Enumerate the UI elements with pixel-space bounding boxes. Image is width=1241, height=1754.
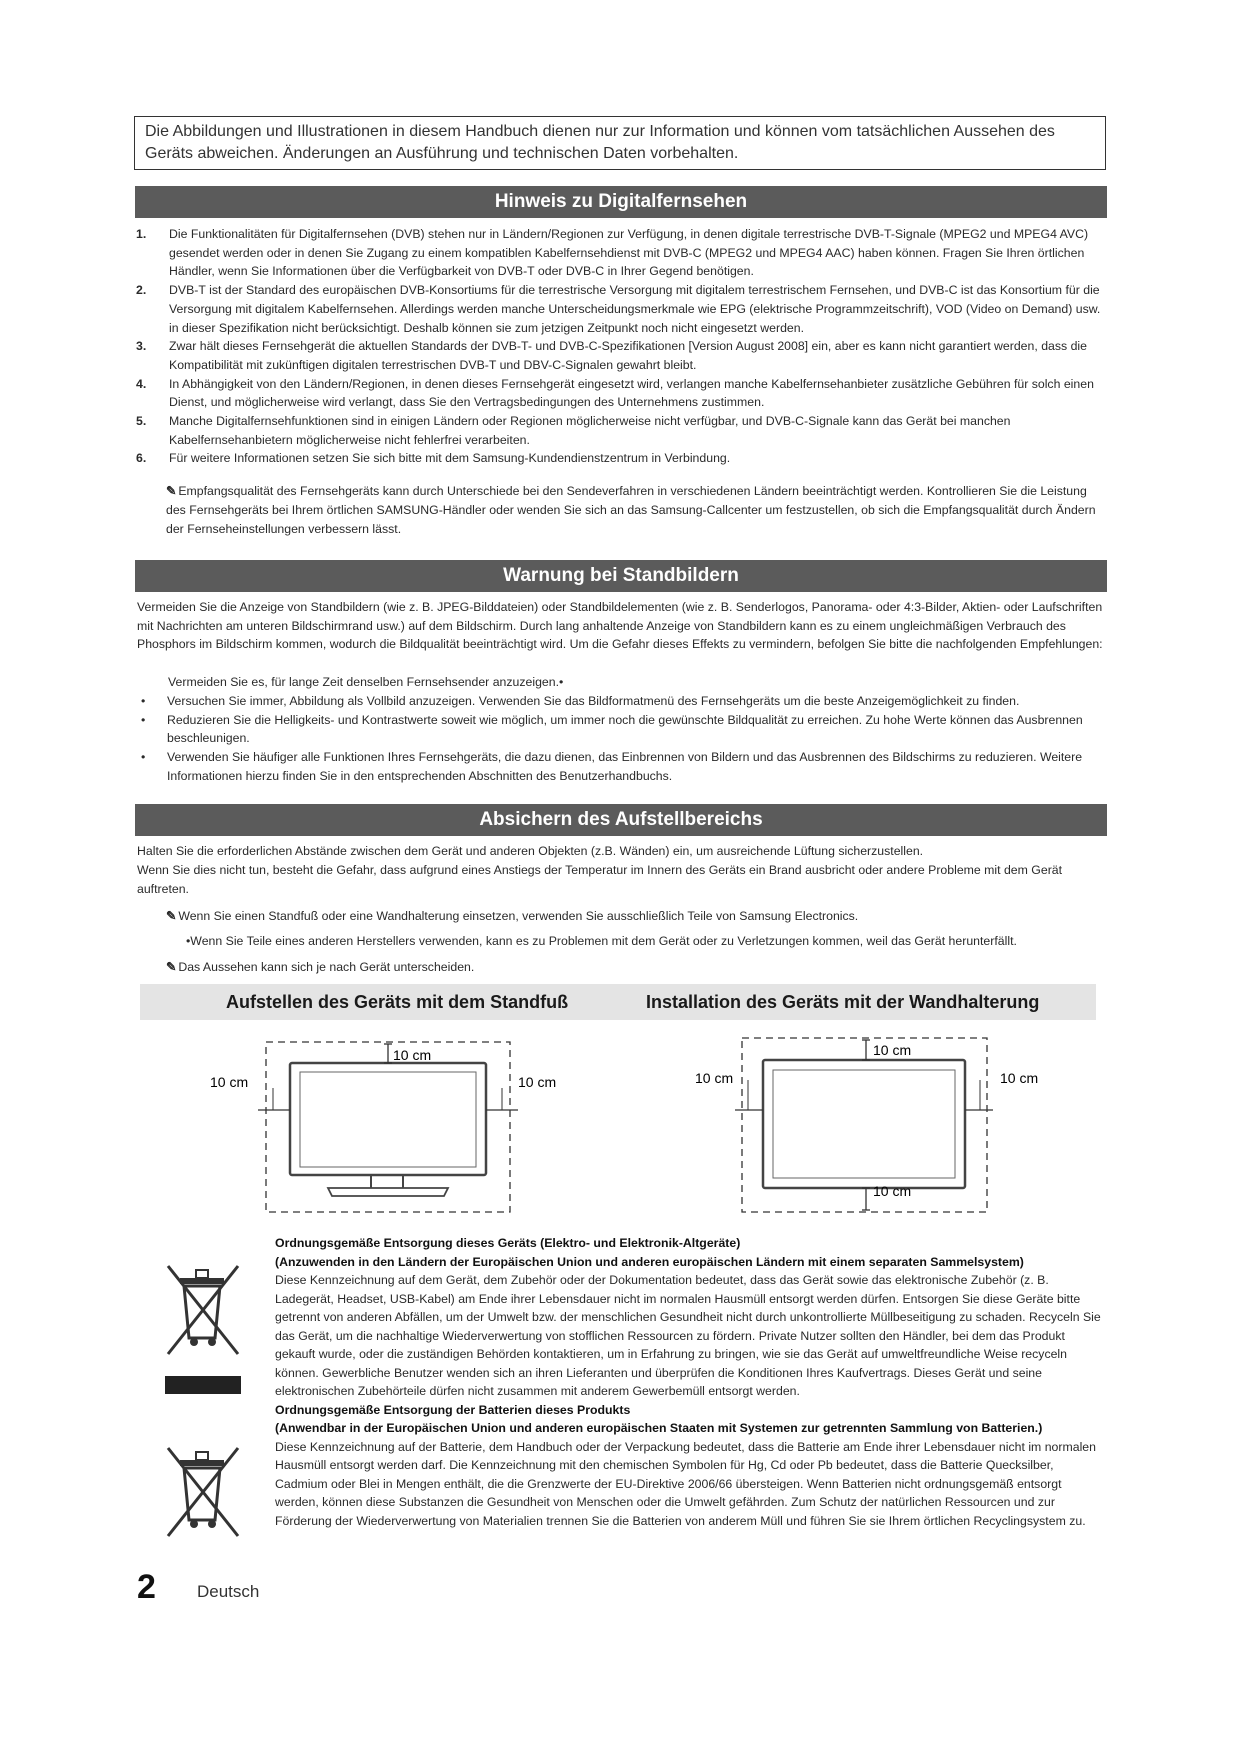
weee-section xyxy=(275,1234,1105,1530)
list-item: 4. In Abhängigkeit von den Ländern/Regionen, in denen dieses Fernsehgerät eingesetzt wird, verlangen manche Kabelfernsehanbieter zusätzliche Gebühren für solch einen Dienst, und möglicherweise wird verlangt, dass Sie den Vertragsbedingungen des Unternehmens zustimmen. xyxy=(136,376,1094,410)
still-first-tip: Vermeiden Sie es, für lange Zeit denselben Fernsehsender anzuzeigen.• xyxy=(168,675,564,689)
weee-text: Diese Kennzeichnung auf dem Gerät, dem Zubehör oder der Dokumentation bedeutet, dass das Gerät sowie das elektronische Zubehör (z. B. Ladegerät, Headset, USB-Kabel) am Ende ihrer Lebensdauer nicht im normalen Hausmüll entsorgt werden dürfen. Entsorgen Sie diese Geräte bitte getrennt von anderen Abfällen, um der Umwelt bzw. der menschlichen Gesundheit nicht durch unkontrollierte Müllbeseitigung zu schaden. Recyceln Sie das Gerät, um die nachhaltige Wiederverwertung von stofflichen Ressourcen zu fördern. Private Nutzer sollten den Händler, bei dem das Produkt gekauft wurde, oder die zuständigen Behörden kontaktieren, um in Erfahrung zu bringen, wie sie das Gerät auf umweltfreundliche Weise recyceln können. Gewerbliche Benutzer wenden sich an ihren Lieferanten und überprüfen die Konditionen Ihres Kaufvertrags. Dieses Gerät und seine elektronischen Zubehörteile dürfen nicht zusammen mit anderem Gewerbemüll entsorgt werden. xyxy=(275,1273,1101,1398)
note-icon: ✎ xyxy=(166,960,177,974)
secure-note-3: ✎ Das Aussehen kann sich je nach Gerät unterscheiden. xyxy=(166,960,475,974)
list-item: • Verwenden Sie häufiger alle Funktionen Ihres Fernsehgeräts, die dazu dienen, das Einbrennen von Bildern und das Ausbrennen des Bildschirms zu reduzieren. Weitere Informationen hierzu finden Sie in den entsprechenden Abschnitten des Benutzerhandbuchs. xyxy=(141,750,1083,783)
disclaimer-text: Die Abbildungen und Illustrationen in diesem Handbuch dienen nur zur Information und können vom tatsächlichen Aussehen des Geräts abweichen. Änderungen an Ausführung und technischen Daten vorbehalten. xyxy=(145,123,1055,162)
subheader-stand: Aufstellen des Geräts mit dem Standfuß xyxy=(226,992,569,1012)
secure-note-1: ✎ Wenn Sie einen Standfuß oder eine Wandhalterung einsetzen, verwenden Sie ausschließlich Teile von Samsung Electronics. xyxy=(166,909,859,923)
wall-clearance-diagram xyxy=(690,1030,1080,1215)
dim-label-left: 10 cm xyxy=(695,1070,734,1086)
battery-heading: Ordnungsgemäße Entsorgung der Batterien dieses Produkts xyxy=(275,1402,631,1417)
install-subheader xyxy=(140,984,1096,1020)
note-icon: ✎ xyxy=(166,484,177,498)
section-title-still: Warnung bei Standbildern xyxy=(135,560,1107,592)
subheader-wall: Installation des Geräts mit der Wandhalterung xyxy=(646,992,1040,1012)
battery-bin-icon xyxy=(160,1440,246,1550)
section-title-secure: Absichern des Aufstellbereichs xyxy=(135,804,1107,836)
battery-text: Diese Kennzeichnung auf der Batterie, dem Handbuch oder der Verpackung bedeutet, dass die Batterie am Ende ihrer Lebensdauer nicht im normalen Hausmüll entsorgt werden darf. Die Kennzeichnung mit den chemischen Symbolen für Hg, Cd oder Pb bedeutet, dass die Batterie Quecksilber, Cadmium oder Blei in Mengen enthält, die die Grenzwerte der EU-Direktive 2006/66 übersteigen. Wenn Batterien nicht ordnungsgemäß entsorgt werden, können diese Substanzen die Gesundheit von Menschen oder die Umwelt gefährden. Zum Schutz der natürlichen Ressourcen und zur Förderung der Wiederverwertung von Materialien trennen Sie die Batterien von anderem Müll und führen Sie sie Ihrem örtlichen Recyclingsystem zu. xyxy=(275,1439,1096,1528)
list-item: 6. Für weitere Informationen setzen Sie sich bitte mit dem Samsung-Kundendienstzentrum in Verbindung. xyxy=(136,451,731,466)
dim-label-left: 10 cm xyxy=(210,1074,249,1090)
weee-bin-icon xyxy=(160,1258,246,1398)
list-item: 3. Zwar hält dieses Fernsehgerät die aktuellen Standards der DVB-T- und DVB-C-Spezifikationen [Version August 2008] ein, aber es kann nicht garantiert werden, dass die Kompatibilität mit zukünftigen digitalen terrestrischen DVB-T und DBV-C-Signalen gewahrt bleibt. xyxy=(136,339,1087,372)
dim-label-top: 10 cm xyxy=(393,1047,432,1063)
dim-label-top: 10 cm xyxy=(873,1042,912,1058)
digital-list xyxy=(136,225,1108,468)
list-item: 1. Die Funktionalitäten für Digitalfernsehen (DVB) stehen nur in Ländern/Regionen zur Verfügung, in denen digitale terrestrische DVB-T-Signale (MPEG2 und MPEG4 AVC) gesendet werden oder in denen Sie Zugang zu einem kompatiblen Kabelfernsehdienst mit DVB-C (MPEG2 und MPEG4 AAC) haben können. Fragen Sie Ihren örtlichen Händler, wenn Sie Informationen über die Verfügbarkeit von DVB-T oder DVB-C in Ihrer Gegend benötigen. xyxy=(136,227,1089,279)
secure-p2: Wenn Sie dies nicht tun, besteht die Gefahr, dass aufgrund eines Anstiegs der Temperatur im Innern des Geräts ein Brand ausbricht oder andere Probleme mit dem Gerät auftreten. xyxy=(137,863,1063,896)
stand-clearance-diagram xyxy=(200,1030,557,1215)
section-title-digital: Hinweis zu Digitalfernsehen xyxy=(135,186,1107,218)
still-intro: Vermeiden Sie die Anzeige von Standbildern (wie z. B. JPEG-Bilddateien) oder Standbildelementen (wie z. B. Senderlogos, Panorama- oder 4:3-Bilder, Aktien- oder Laufschriften mit Nachrichten am unteren Bildschirmrand usw.) auf dem Bildschirm. Durch lang anhaltende Anzeige von Standbildern kann es zu einem ungleichmäßigen Verbrauch des Phosphors im Bildschirm kommen, wodurch die Bildqualität beeinträchtigt wird. Um die Gefahr dieses Effekts zu vermindern, befolgen Sie bitte die nachfolgenden Empfehlungen: xyxy=(137,600,1103,652)
weee-heading: Ordnungsgemäße Entsorgung dieses Geräts (Elektro- und Elektronik-Altgeräte) xyxy=(275,1236,741,1250)
page-language: Deutsch xyxy=(197,1582,260,1601)
battery-subheading: (Anwendbar in der Europäischen Union und anderen europäischen Staaten mit Systemen zur getrennten Sammlung von Batterien.) xyxy=(275,1421,1043,1435)
list-item: 2. DVB-T ist der Standard des europäischen DVB-Konsortiums für die terrestrische Versorgung mit digitalem terrestrischem Fernsehen, und DVB-C ist das Konsortium für die Versorgung mit digitalem Kabelfernsehen. Allerdings werden manche Unterscheidungsmerkmale wie EPG (elektrische Programmzeitschrift), VOD (Video on Demand) usw. in dieser Spezifikation nicht berücksichtigt. Deshalb können sie zum jetzigen Zeitpunkt noch nicht eingesetzt werden. xyxy=(136,283,1101,335)
list-item: 5. Manche Digitalfernsehfunktionen sind in einigen Ländern oder Regionen möglicherweise nicht verfügbar, und DVB-C-Signale kann das Gerät bei manchen Kabelfernsehanbietern möglicherweise nicht fehlerfrei verarbeiten. xyxy=(136,414,1011,447)
secure-note-2: •Wenn Sie Teile eines anderen Herstellers verwenden, kann es zu Problemen mit dem Gerät oder zu Verletzungen kommen, weil das Gerät herunterfällt. xyxy=(186,934,1017,948)
disclaimer-box xyxy=(134,116,1106,170)
list-item: • Reduzieren Sie die Helligkeits- und Kontrastwerte soweit wie möglich, um immer noch die gewünschte Bildqualität zu erreichen. Zu hohe Werte können das Ausbrennen beschleunigen. xyxy=(141,712,1083,746)
page-number: 2 xyxy=(137,1568,156,1606)
secure-p1: Halten Sie die erforderlichen Abstände zwischen dem Gerät und anderen Objekten (z.B. Wänden) ein, um ausreichende Lüftung sicherzustellen. xyxy=(137,844,924,858)
dim-label-right: 10 cm xyxy=(518,1074,557,1090)
dim-label-bottom: 10 cm xyxy=(873,1183,912,1199)
digital-note: ✎ Empfangsqualität des Fernsehgeräts kann durch Unterschiede bei den Sendeverfahren in verschiedenen Ländern beeinträchtigt werden. Kontrollieren Sie die Leistung des Fernsehgeräts bei Ihrem örtlichen SAMSUNG-Händler oder wenden Sie sich an das Samsung-Callcenter um festzustellen, ob sich die Empfangsqualität durch Ändern der Fernseheinstellungen verbessern lässt. xyxy=(166,484,1096,536)
list-item: • Versuchen Sie immer, Abbildung als Vollbild anzuzeigen. Verwenden Sie das Bildformatmenü des Fernsehgeräts um die beste Anzeigemöglichkeit zu finden. xyxy=(141,694,1020,708)
still-bullets xyxy=(137,692,1107,786)
weee-subheading: (Anzuwenden in den Ländern der Europäischen Union und anderen europäischen Ländern mit einem separaten Sammelsystem) xyxy=(275,1254,1024,1269)
note-icon: ✎ xyxy=(166,909,177,923)
dim-label-right: 10 cm xyxy=(1000,1070,1039,1086)
